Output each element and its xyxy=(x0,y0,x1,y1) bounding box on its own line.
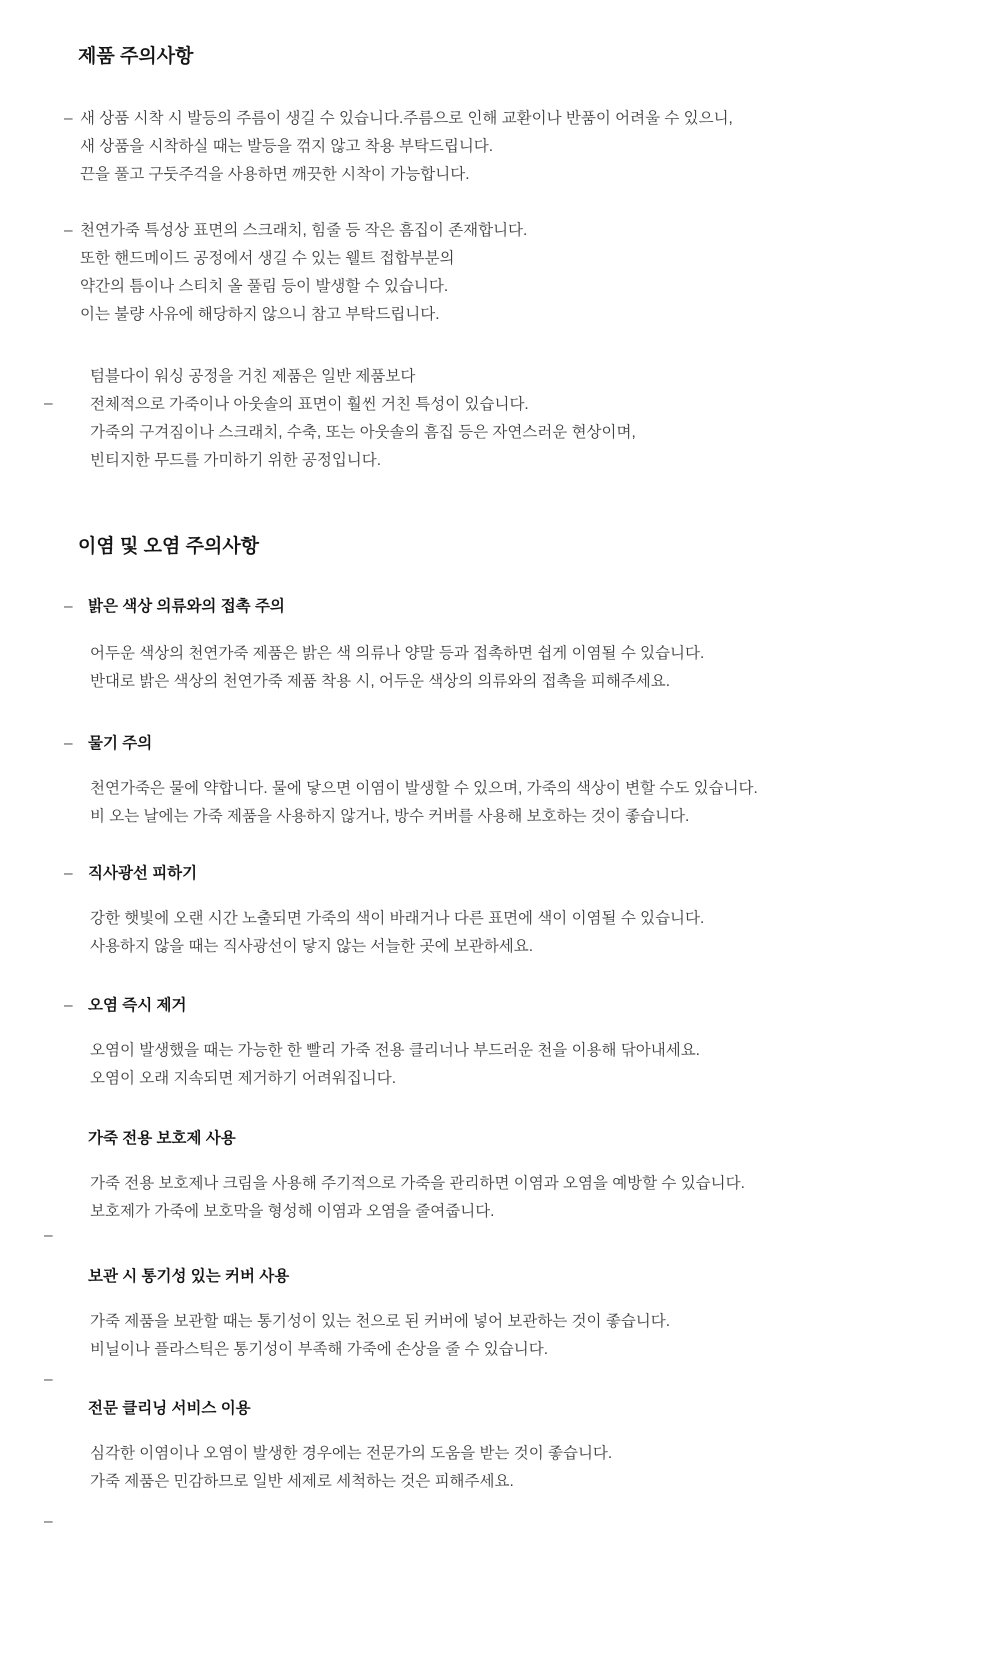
subsection-heading-text: 물기 주의 xyxy=(88,735,153,752)
bullet-dash-icon: – xyxy=(64,735,73,752)
text-line: 가죽 제품을 보관할 때는 통기성이 있는 천으로 된 커버에 넣어 보관하는 것이 좋습니다. xyxy=(90,1313,671,1330)
paragraph xyxy=(90,905,704,961)
text-line: 빈티지한 무드를 가미하기 위한 공정입니다. xyxy=(90,452,382,469)
subsection-heading xyxy=(64,730,152,758)
margin-dash-icon: – xyxy=(44,1227,53,1244)
text-line: 이는 불량 사유에 해당하지 않으니 참고 부탁드립니다. xyxy=(80,306,440,323)
bullet-dash-icon: – xyxy=(64,222,73,239)
bullet-dash-icon: – xyxy=(64,598,73,615)
text-line: 새 상품을 시착하실 때는 발등을 꺾지 않고 착용 부탁드립니다. xyxy=(80,138,494,155)
text-line: 또한 핸드메이드 공정에서 생길 수 있는 웰트 접합부분의 xyxy=(80,250,455,267)
subsection-heading xyxy=(64,860,197,888)
paragraph xyxy=(90,363,636,475)
bullet-dash-icon: – xyxy=(64,997,73,1014)
subsection-heading-text: 밝은 색상 의류와의 접촉 주의 xyxy=(88,598,285,615)
subsection-heading xyxy=(64,992,186,1020)
bullet-item-text xyxy=(80,105,733,189)
text-line: 천연가죽은 물에 약합니다. 물에 닿으면 이염이 발생할 수 있으며, 가죽의 색상이 변할 수도 있습니다. xyxy=(90,780,758,797)
text-line: 천연가죽 특성상 표면의 스크래치, 힘줄 등 작은 흠집이 존재합니다. xyxy=(80,222,528,239)
text-line: 약간의 틈이나 스티치 올 풀림 등이 발생할 수 있습니다. xyxy=(80,278,449,295)
paragraph xyxy=(90,1170,745,1226)
text-line: 사용하지 않을 때는 직사광선이 닿지 않는 서늘한 곳에 보관하세요. xyxy=(90,938,534,955)
text-line: 끈을 풀고 구둣주걱을 사용하면 깨끗한 시착이 가능합니다. xyxy=(80,166,470,183)
paragraph xyxy=(90,1037,700,1093)
margin-dash-icon: – xyxy=(44,1371,53,1388)
text-line: 전체적으로 가죽이나 아웃솔의 표면이 훨씬 거친 특성이 있습니다. xyxy=(90,396,529,413)
text-line: 새 상품 시착 시 발등의 주름이 생길 수 있습니다.주름으로 인해 교환이나 반품이 어려울 수 있으니, xyxy=(80,110,733,127)
margin-dash-icon: – xyxy=(44,395,53,412)
paragraph xyxy=(90,1308,670,1364)
paragraph xyxy=(90,640,704,696)
margin-dash-icon: – xyxy=(44,1513,53,1530)
text-line: 오염이 발생했을 때는 가능한 한 빨리 가죽 전용 클리너나 부드러운 천을 이용해 닦아내세요. xyxy=(90,1042,700,1059)
bullet-item-text xyxy=(80,217,527,329)
text-line: 가죽 전용 보호제나 크림을 사용해 주기적으로 가죽을 관리하면 이염과 오염을 예방할 수 있습니다. xyxy=(90,1175,745,1192)
subsection-heading xyxy=(64,593,285,621)
text-line: 오염이 오래 지속되면 제거하기 어려워집니다. xyxy=(90,1070,397,1087)
subsection-heading-text: 직사광선 피하기 xyxy=(88,865,198,882)
paragraph xyxy=(90,1440,612,1496)
text-line: 비닐이나 플라스틱은 통기성이 부족해 가죽에 손상을 줄 수 있습니다. xyxy=(90,1341,549,1358)
text-line: 심각한 이염이나 오염이 발생한 경우에는 전문가의 도움을 받는 것이 좋습니다. xyxy=(90,1445,613,1462)
bullet-dash-icon: – xyxy=(64,110,73,127)
paragraph xyxy=(90,775,758,831)
text-line: 비 오는 날에는 가죽 제품을 사용하지 않거나, 방수 커버를 사용해 보호하는 것이 좋습니다. xyxy=(90,808,690,825)
bullet-item xyxy=(64,105,733,189)
subsection-heading-text: 전문 클리닝 서비스 이용 xyxy=(88,1400,251,1417)
text-line: 보호제가 가죽에 보호막을 형성해 이염과 오염을 줄여줍니다. xyxy=(90,1203,495,1220)
bullet-item xyxy=(64,217,527,329)
text-line: 강한 햇빛에 오랜 시간 노출되면 가죽의 색이 바래거나 다른 표면에 색이 이염될 수 있습니다. xyxy=(90,910,705,927)
bullet-dash-icon: – xyxy=(64,865,73,882)
subsection-heading-text: 오염 즉시 제거 xyxy=(88,997,187,1014)
text-line: 반대로 밝은 색상의 천연가죽 제품 착용 시, 어두운 색상의 의류와의 접촉을 피해주세요. xyxy=(90,673,671,690)
text-line: 가죽 제품은 민감하므로 일반 세제로 세척하는 것은 피해주세요. xyxy=(90,1473,514,1490)
section-title-stain-cautions: 이염 및 오염 주의사항 xyxy=(78,536,260,557)
section-title-product-cautions: 제품 주의사항 xyxy=(78,46,194,67)
text-line: 가죽의 구겨짐이나 스크래치, 수축, 또는 아웃솔의 흠집 등은 자연스러운 현상이며, xyxy=(90,424,636,441)
subsection-heading-text: 가죽 전용 보호제 사용 xyxy=(88,1130,236,1147)
text-line: 어두운 색상의 천연가죽 제품은 밝은 색 의류나 양말 등과 접촉하면 쉽게 이염될 수 있습니다. xyxy=(90,645,705,662)
text-line: 텀블다이 워싱 공정을 거친 제품은 일반 제품보다 xyxy=(90,368,416,385)
subsection-heading-text: 보관 시 통기성 있는 커버 사용 xyxy=(88,1268,290,1285)
